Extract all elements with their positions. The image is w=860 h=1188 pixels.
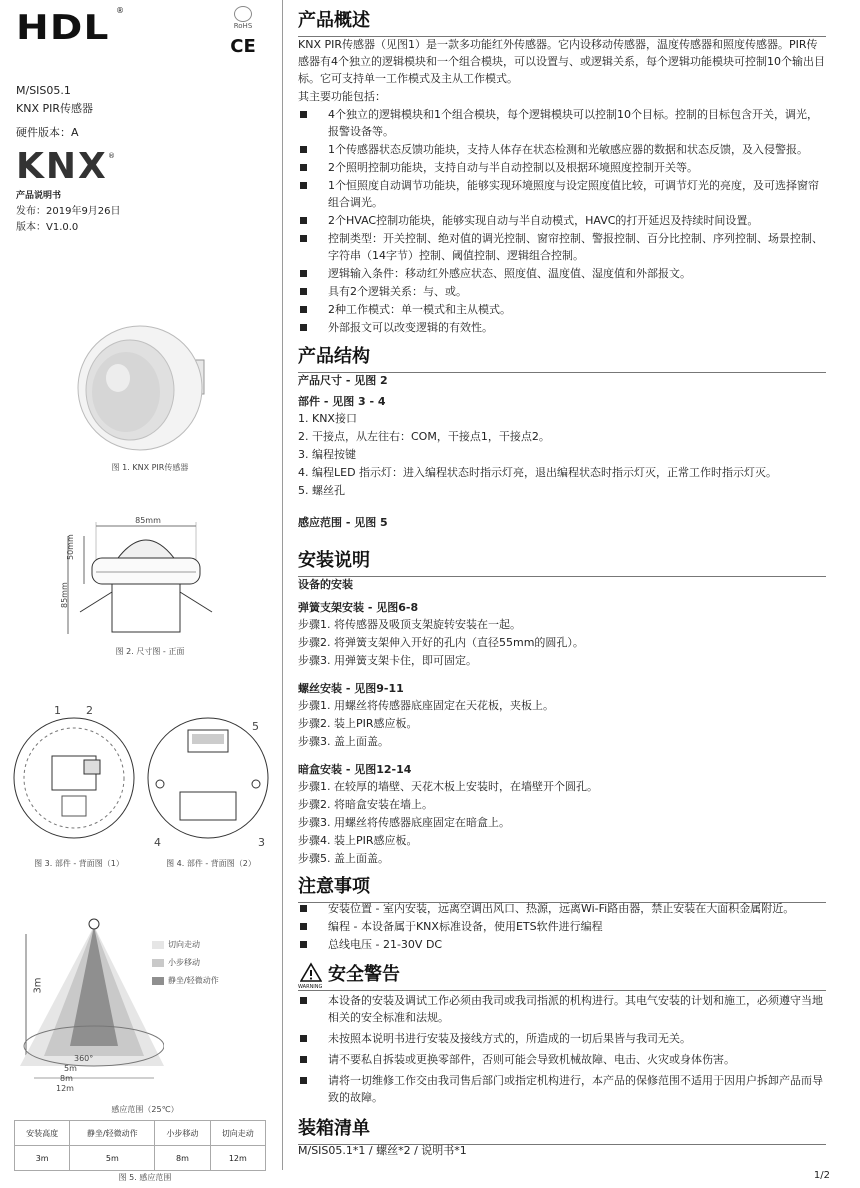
table-header-cell: 安装高度 bbox=[15, 1121, 70, 1146]
figure-3-caption: 图 3. 部件 - 背面图（1） bbox=[34, 859, 124, 868]
section-title-overview: 产品概述 bbox=[298, 6, 826, 37]
callout-5: 5 bbox=[252, 720, 259, 733]
list-item: 步骤2. 将弹簧支架伸入开好的孔内（直径55mm的圆孔）。 bbox=[298, 636, 584, 649]
list-item: 步骤4. 装上PIR感应板。 bbox=[298, 834, 418, 847]
knx-logo: KNX bbox=[16, 146, 108, 187]
ce-mark: CE bbox=[230, 36, 256, 57]
callout-1: 1 bbox=[54, 704, 61, 717]
radius-8m-label: 8m bbox=[60, 1074, 73, 1083]
list-item: 1个传感器状态反馈功能块，支持人体存在状态检测和光敏感应器的数据和状态反馈，及入侵警报。 bbox=[298, 141, 828, 158]
structure-content bbox=[298, 372, 828, 531]
list-item: 步骤1. 在较厚的墙壁、天花木板上安装时，在墙壁开个圆孔。 bbox=[298, 780, 598, 793]
callout-2: 2 bbox=[86, 704, 93, 717]
table-cell: 3m bbox=[15, 1146, 70, 1171]
table-header-row bbox=[15, 1121, 266, 1146]
table-cell: 12m bbox=[210, 1146, 265, 1171]
legend-label: 小步移动 bbox=[168, 958, 200, 967]
list-item: 未按照本说明书进行安装及接线方式的，所造成的一切后果皆与我司无关。 bbox=[298, 1030, 828, 1047]
list-item: 编程 - 本设备属于KNX标准设备，使用ETS软件进行编程 bbox=[298, 918, 828, 935]
pir-sensor-image bbox=[70, 318, 220, 458]
legend-swatch bbox=[152, 941, 164, 949]
page-number: 1/2 bbox=[813, 1170, 830, 1181]
height-label: 3m bbox=[32, 977, 44, 994]
warning-icon bbox=[300, 962, 322, 984]
spring-install-subtitle: 弹簧支架安装 - 见图6-8 bbox=[298, 601, 419, 614]
box-install-subtitle: 暗盒安装 - 见图12-14 bbox=[298, 763, 412, 776]
list-item: 1个恒照度自动调节功能块，能够实现环境照度与设定照度值比较，可调节灯光的亮度，及可选择窗帘组合调光。 bbox=[298, 177, 828, 211]
height-dim-label: 50mm bbox=[66, 534, 75, 560]
list-item: 步骤5. 盖上面盖。 bbox=[298, 852, 389, 865]
legend-label: 静坐/轻微动作 bbox=[168, 976, 219, 985]
list-item: 4. 编程LED 指示灯：进入编程状态时指示灯亮，退出编程状态时指示灯灭，正常工作时指示灯灭。 bbox=[298, 466, 778, 479]
parts-subtitle: 部件 - 见图 3 - 4 bbox=[298, 395, 386, 408]
radius-12m-label: 12m bbox=[56, 1084, 74, 1093]
doc-type: 产品说明书 bbox=[16, 191, 62, 201]
range-subtitle: 感应范围（25℃） bbox=[111, 1105, 179, 1114]
list-item: 逻辑输入条件：移动红外感应状态、照度值、温度值、湿度值和外部报文。 bbox=[298, 265, 828, 282]
back-view-2 bbox=[146, 716, 270, 840]
list-item: 本设备的安装及调试工作必须由我司或我司指派的机构进行。其电气安装的计划和施工，必须遵守当地相关的安全标准和法规。 bbox=[298, 992, 828, 1026]
list-item: 步骤2. 装上PIR感应板。 bbox=[298, 717, 418, 730]
list-item: 2个HVAC控制功能块，能够实现自动与半自动模式，HAVC的打开延迟及持续时间设置。 bbox=[298, 212, 828, 229]
doc-version: 版本：V1.0.0 bbox=[16, 222, 79, 233]
screw-install-subtitle: 螺丝安装 - 见图9-11 bbox=[298, 682, 404, 695]
list-item: 4个独立的逻辑模块和1个组合模块，每个逻辑模块可以控制10个目标。控制的目标包含开关，调光，报警设备等。 bbox=[298, 106, 828, 140]
rohs-icon bbox=[234, 6, 252, 22]
legend-item-tangential bbox=[152, 936, 219, 954]
table-header-cell: 小步移动 bbox=[155, 1121, 210, 1146]
figure-2-caption: 图 2. 尺寸图 - 正面 bbox=[115, 647, 185, 656]
list-item: 1. KNX接口 bbox=[298, 412, 357, 425]
list-item: 安装位置 - 室内安装，远离空调出风口、热源，远离Wi-Fi路由器，禁止安装在大面积金属附近。 bbox=[298, 900, 828, 917]
list-item: 步骤3. 盖上面盖。 bbox=[298, 735, 389, 748]
list-item: 步骤2. 将暗盒安装在墙上。 bbox=[298, 798, 433, 811]
list-item: 总线电压 - 21-30V DC bbox=[298, 936, 828, 953]
list-item: 2个照明控制功能块，支持自动与半自动控制以及根据环境照度控制开关等。 bbox=[298, 159, 828, 176]
radius-5m-label: 5m bbox=[64, 1064, 77, 1073]
legend bbox=[152, 936, 219, 990]
release-date: 发布：2019年9月26日 bbox=[16, 206, 121, 217]
model-number: M/SIS05.1 bbox=[16, 84, 71, 97]
device-install-subtitle: 设备的安装 bbox=[298, 578, 353, 591]
legend-item-small-steps bbox=[152, 954, 219, 972]
list-item: 请将一切维修工作交由我司售后部门或指定机构进行，本产品的保修范围不适用于因用户拆卸产品而导致的故障。 bbox=[298, 1072, 828, 1106]
section-title-packing: 装箱清单 bbox=[298, 1114, 826, 1145]
legend-label: 切向走动 bbox=[168, 940, 200, 949]
list-item: 具有2个逻辑关系：与、或。 bbox=[298, 283, 828, 300]
warning-label: WARNING bbox=[298, 984, 323, 990]
table-header-cell: 切向走动 bbox=[210, 1121, 265, 1146]
section-title-structure: 产品结构 bbox=[298, 342, 826, 373]
dimension-drawing bbox=[56, 512, 226, 642]
table-cell: 5m bbox=[70, 1146, 155, 1171]
callout-4: 4 bbox=[154, 836, 161, 849]
figure-4-caption: 图 4. 部件 - 背面图（2） bbox=[166, 859, 256, 868]
list-item: 步骤1. 用螺丝将传感器底座固定在天花板，夹板上。 bbox=[298, 699, 554, 712]
list-item: 请不要私自拆装或更换零部件，否则可能会导致机械故障、电击、火灾或身体伤害。 bbox=[298, 1051, 828, 1068]
back-view-1 bbox=[12, 716, 136, 840]
figure-1-caption: 图 1. KNX PIR传感器 bbox=[111, 463, 189, 472]
functions-intro: 其主要功能包括： bbox=[298, 90, 386, 103]
safety-list bbox=[298, 992, 828, 1107]
section-title-notes: 注意事项 bbox=[298, 872, 826, 903]
knx-registered-mark: ® bbox=[108, 152, 115, 160]
list-item: 外部报文可以改变逻辑的有效性。 bbox=[298, 319, 828, 336]
table-header-cell: 静坐/轻微动作 bbox=[70, 1121, 155, 1146]
table-cell: 8m bbox=[155, 1146, 210, 1171]
table-row bbox=[15, 1146, 266, 1171]
install-content bbox=[298, 576, 828, 868]
certification-marks bbox=[228, 6, 258, 57]
list-item: 2种工作模式：单一模式和主从模式。 bbox=[298, 301, 828, 318]
list-item: 2. 干接点，从左往右：COM，干接点1，干接点2。 bbox=[298, 430, 550, 443]
angle-label: 360° bbox=[74, 1054, 94, 1063]
size-subtitle: 产品尺寸 - 见图 2 bbox=[298, 374, 388, 387]
list-item: 控制类型：开关控制、绝对值的调光控制、窗帘控制、警报控制、百分比控制、序列控制、场景控制、字符串（14字节）控制、阈值控制、逻辑组合控制。 bbox=[298, 230, 828, 264]
column-divider bbox=[282, 0, 283, 1170]
range-subtitle: 感应范围 - 见图 5 bbox=[298, 516, 388, 529]
section-title-safety: 安全警告 bbox=[298, 960, 826, 991]
hardware-version: 硬件版本：A bbox=[16, 126, 79, 139]
range-table bbox=[14, 1120, 266, 1171]
list-item: 步骤3. 用弹簧支架卡住，即可固定。 bbox=[298, 654, 477, 667]
legend-swatch bbox=[152, 977, 164, 985]
left-column bbox=[0, 0, 280, 1188]
section-title-install: 安装说明 bbox=[298, 546, 826, 577]
hdl-logo: HDL bbox=[16, 8, 110, 48]
total-height-dim-label: 85mm bbox=[60, 582, 69, 608]
callout-3: 3 bbox=[258, 836, 265, 849]
figure-5-caption: 图 5. 感应范围 bbox=[118, 1173, 172, 1182]
list-item: 3. 编程按键 bbox=[298, 448, 356, 461]
list-item: 步骤1. 将传感器及吸顶支架旋转安装在一起。 bbox=[298, 618, 521, 631]
detection-cone bbox=[14, 906, 164, 1096]
packing-list: M/SIS05.1*1 / 螺丝*2 / 说明书*1 bbox=[298, 1144, 467, 1157]
legend-item-sitting bbox=[152, 972, 219, 990]
width-dim-label: 85mm bbox=[135, 516, 161, 525]
functions-list bbox=[298, 106, 828, 337]
product-name: KNX PIR传感器 bbox=[16, 102, 93, 115]
list-item: 5. 螺丝孔 bbox=[298, 484, 345, 497]
legend-swatch bbox=[152, 959, 164, 967]
rohs-label: RoHS bbox=[233, 22, 253, 30]
notes-list bbox=[298, 900, 828, 954]
registered-mark: ® bbox=[116, 6, 124, 15]
list-item: 步骤3. 用螺丝将传感器底座固定在暗盒上。 bbox=[298, 816, 510, 829]
overview-paragraph: KNX PIR传感器（见图1）是一款多功能红外传感器。它内设移动传感器，温度传感器和照度传感器。PIR传感器有4个独立的逻辑模块和一个组合模块，可以设置与、或逻辑关系，每个逻辑功能模块可控制10个输出目标。它可支持单一工作模式及主从工作模式。 bbox=[298, 38, 825, 85]
